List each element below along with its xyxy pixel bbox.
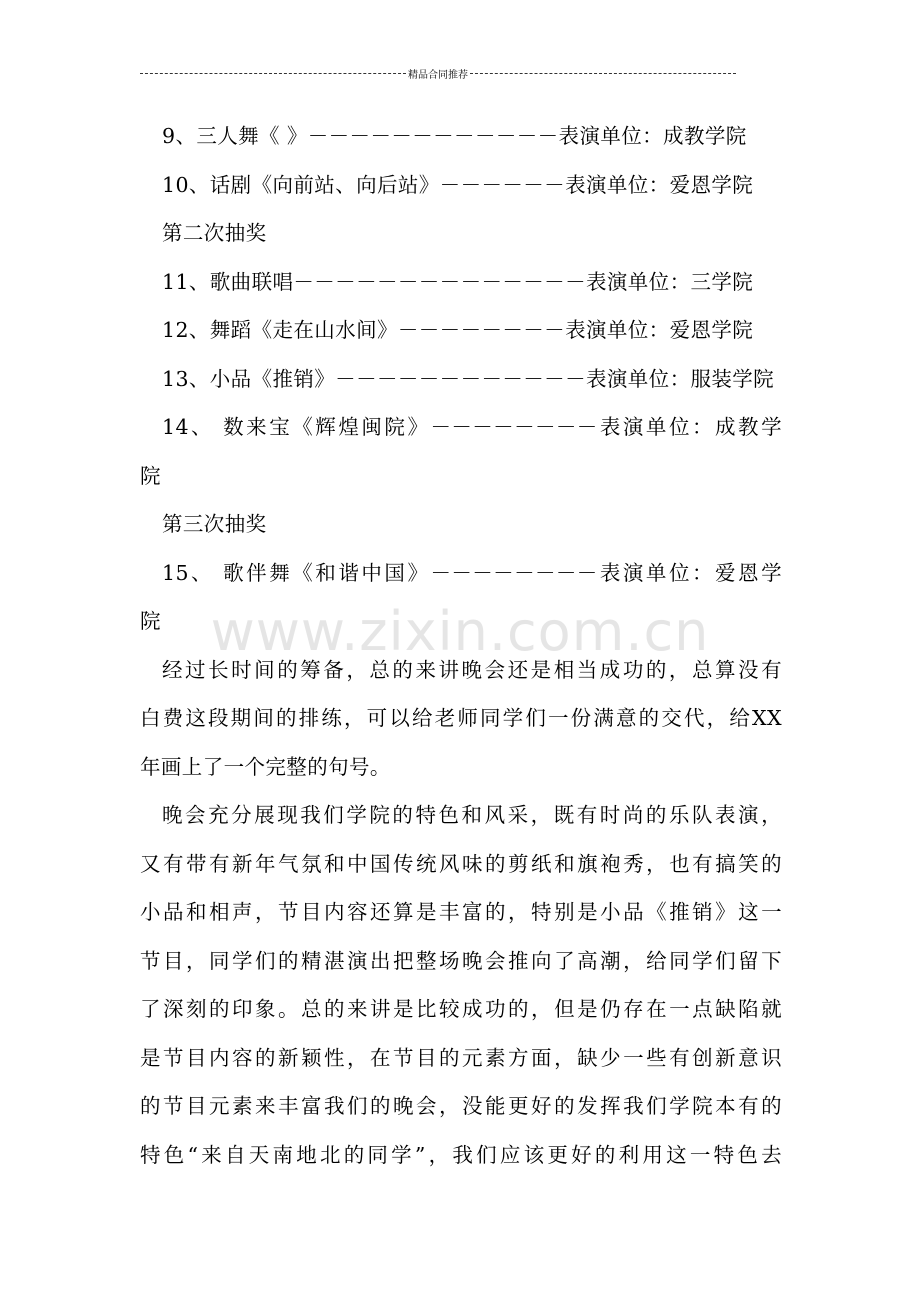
program-item-12: 12、舞蹈《走在山水间》－－－－－－－－表演单位：爱恩学院 (162, 318, 754, 342)
paragraph-line: 小品和相声，节目内容还算是丰富的，特别是小品《推销》这一 (140, 900, 782, 924)
program-item-14: 14、 数来宝《辉煌闽院》－－－－－－－－表演单位：成教学 (162, 415, 782, 439)
paragraph-line: 了深刻的印象。总的来讲是比较成功的，但是仍存在一点缺陷就 (140, 997, 782, 1021)
paragraph-line: 又有带有新年气氛和中国传统风味的剪纸和旗袍秀，也有搞笑的 (140, 851, 782, 876)
header-divider-right (470, 73, 736, 74)
paragraph-line: 经过长时间的筹备，总的来讲晚会还是相当成功的，总算没有 (162, 657, 782, 682)
paragraph-line: 是节目内容的新颖性，在节目的元素方面，缺少一些有创新意识 (140, 1045, 782, 1070)
program-item-9: 9、三人舞《 》－－－－－－－－－－－－表演单位：成教学院 (162, 124, 747, 148)
program-item-10: 10、话剧《向前站、向后站》－－－－－－表演单位：爱恩学院 (162, 172, 754, 197)
page-header (140, 62, 736, 84)
program-item-13: 13、小品《推销》－－－－－－－－－－－－表演单位：服装学院 (162, 366, 775, 391)
header-divider-left (140, 73, 406, 74)
paragraph-line: 白费这段期间的排练，可以给老师同学们一份满意的交代，给XX (140, 706, 782, 730)
program-item-14-continued: 院 (140, 463, 161, 488)
program-item-15: 15、 歌伴舞《和谐中国》－－－－－－－－表演单位：爱恩学 (162, 560, 782, 585)
watermark: www.zixin.com.cn (210, 600, 710, 663)
paragraph-line: 晚会充分展现我们学院的特色和风采，既有时尚的乐队表演， (162, 803, 782, 827)
header-label: 精品合同推荐 (408, 69, 468, 81)
lottery-heading-3: 第三次抽奖 (162, 512, 267, 536)
program-item-11: 11、歌曲联唱－－－－－－－－－－－－－－表演单位：三学院 (162, 269, 754, 294)
program-item-15-continued: 院 (140, 609, 161, 633)
lottery-heading-2: 第二次抽奖 (162, 221, 267, 245)
paragraph-line: 的节目元素来丰富我们的晚会，没能更好的发挥我们学院本有的 (140, 1094, 782, 1118)
paragraph-line: 特色“来自天南地北的同学”，我们应该更好的利用这一特色去 (140, 1142, 782, 1167)
document-body (140, 112, 782, 1179)
paragraph-line: 年画上了一个完整的句号。 (140, 754, 391, 779)
paragraph-line: 节目，同学们的精湛演出把整场晚会推向了高潮，给同学们留下 (140, 948, 782, 973)
